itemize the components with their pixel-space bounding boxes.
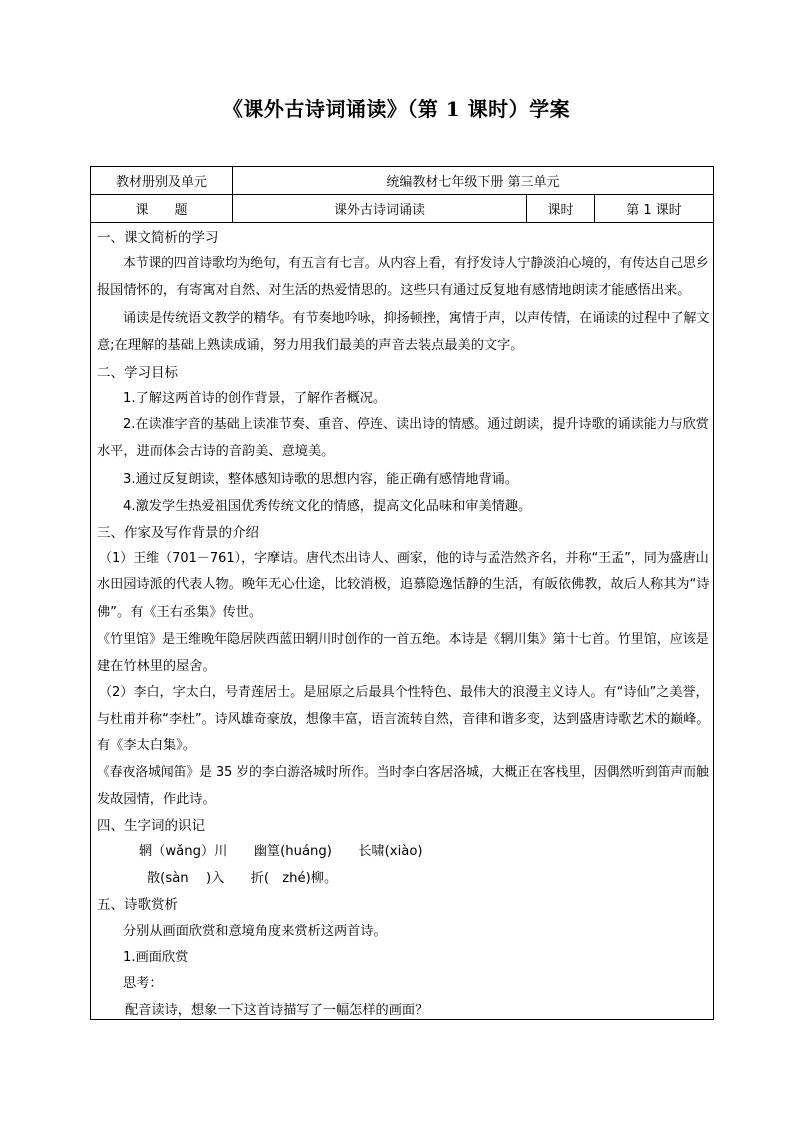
paragraph-line: 有《李太白集》。 xyxy=(97,738,196,753)
paragraph-line: 水平，进而体会古诗的音韵美、意境美。 xyxy=(97,444,335,459)
section-heading: 四、生字词的识记 xyxy=(97,818,205,834)
paragraph-line: 《竹里馆》是王维晚年隐居陕西蓝田辋川时创作的一首五绝。本诗是《辋川集》第十七首。竹里馆，应该是 xyxy=(97,632,709,647)
paragraph-line: 水田园诗派的代表人物。晚年无心仕途，比较消极，追慕隐逸恬静的生活，有皈依佛教，故后人称其为“诗 xyxy=(97,577,710,592)
paragraph-line: 报国情怀的，有寄寓对自然、对生活的热爱情思的。这些只有通过反复地有感情地朗读才能感悟出来。 xyxy=(97,283,691,298)
value-period: 第 1 课时 xyxy=(626,203,682,218)
paragraph-line: 建在竹林里的屋舍。 xyxy=(97,659,216,674)
paragraph-line: 意;在理解的基础上熟读成诵，努力用我们最美的声音去装点最美的文字。 xyxy=(97,338,524,353)
label-period: 课时 xyxy=(527,195,595,222)
paragraph-line: 4.激发学生热爱祖国优秀传统文化的情感，提高文化品味和审美情趣。 xyxy=(123,499,532,514)
paragraph-line: 《春夜洛城闻笛》是 35 岁的李白游洛城时所作。当时李白客居洛城，大概正在客栈里，因偶然听到笛声而触 xyxy=(97,765,709,780)
paragraph-line: 配音读诗，想象一下这首诗描写了一幅怎样的画面？ xyxy=(125,1003,429,1018)
info-row-textbook xyxy=(91,167,713,195)
paragraph-line: 3.通过反复朗读，整体感知诗歌的思想内容，能正确有感情地背诵。 xyxy=(123,472,519,487)
value-textbook: 统编教材七年级下册 第三单元 xyxy=(386,175,560,190)
section-heading: 二、学习目标 xyxy=(97,365,178,381)
paragraph-line: 分别从画面欣赏和意境角度来赏析这两首诗。 xyxy=(123,924,387,939)
paragraph-line: 本节课的四首诗歌均为绝句，有五言有七言。从内容上看，有抒发诗人宁静淡泊心境的，有传达自己思乡 xyxy=(123,256,709,271)
label-textbook: 教材册别及单元 xyxy=(91,167,233,194)
section-heading: 三、作家及写作背景的介绍 xyxy=(97,525,259,541)
paragraph-line: 思考： xyxy=(123,976,163,991)
paragraph-line: 佛”。有《王右丞集》传世。 xyxy=(97,605,263,620)
paragraph-line: 2.在读准字音的基础上读准节奏、重音、停连、读出诗的情感。通过朗读，提升诗歌的诵读能力与欣赏 xyxy=(123,417,709,432)
paragraph-line: 1.了解这两首诗的创作背景，了解作者概况。 xyxy=(123,391,387,406)
info-row-topic xyxy=(91,195,713,223)
section-heading: 一、课文简析的学习 xyxy=(97,230,219,246)
paragraph-line: 与杜甫并称“李杜”。诗风雄奇豪放，想像丰富，语言流转自然，音律和谐多变，达到盛唐诗歌艺术的巅峰。 xyxy=(97,712,710,727)
vocab-line: 辋（wǎng）川 幽篁(huáng) 长啸(xiào) xyxy=(139,844,423,859)
paragraph-line: 1.画面欣赏 xyxy=(123,950,189,965)
page-title: 《课外古诗词诵读》（第 1 课时）学案 xyxy=(222,97,571,121)
paragraph-line: （1）王维（701－761），字摩诘。唐代杰出诗人、画家，他的诗与孟浩然齐名，并称“王孟”，同为盛唐山 xyxy=(99,551,709,566)
section-heading: 五、诗歌赏析 xyxy=(97,897,178,913)
label-topic: 课 题 xyxy=(91,195,233,222)
value-topic: 课外古诗词诵读 xyxy=(233,195,527,222)
vocab-line: 散(sàn )入 折( zhé)柳。 xyxy=(147,871,338,886)
paragraph-line: 发故园情，作此诗。 xyxy=(97,792,216,807)
paragraph-line: （2）李白，字太白，号青莲居士。是屈原之后最具个性特色、最伟大的浪漫主义诗人。有“诗仙”之美誉， xyxy=(99,685,709,700)
paragraph-line: 诵读是传统语文教学的精华。有节奏地吟咏，抑扬顿挫，寓情于声，以声传情，在诵读的过程中了解文 xyxy=(123,311,710,326)
lesson-plan-table xyxy=(90,166,714,1020)
